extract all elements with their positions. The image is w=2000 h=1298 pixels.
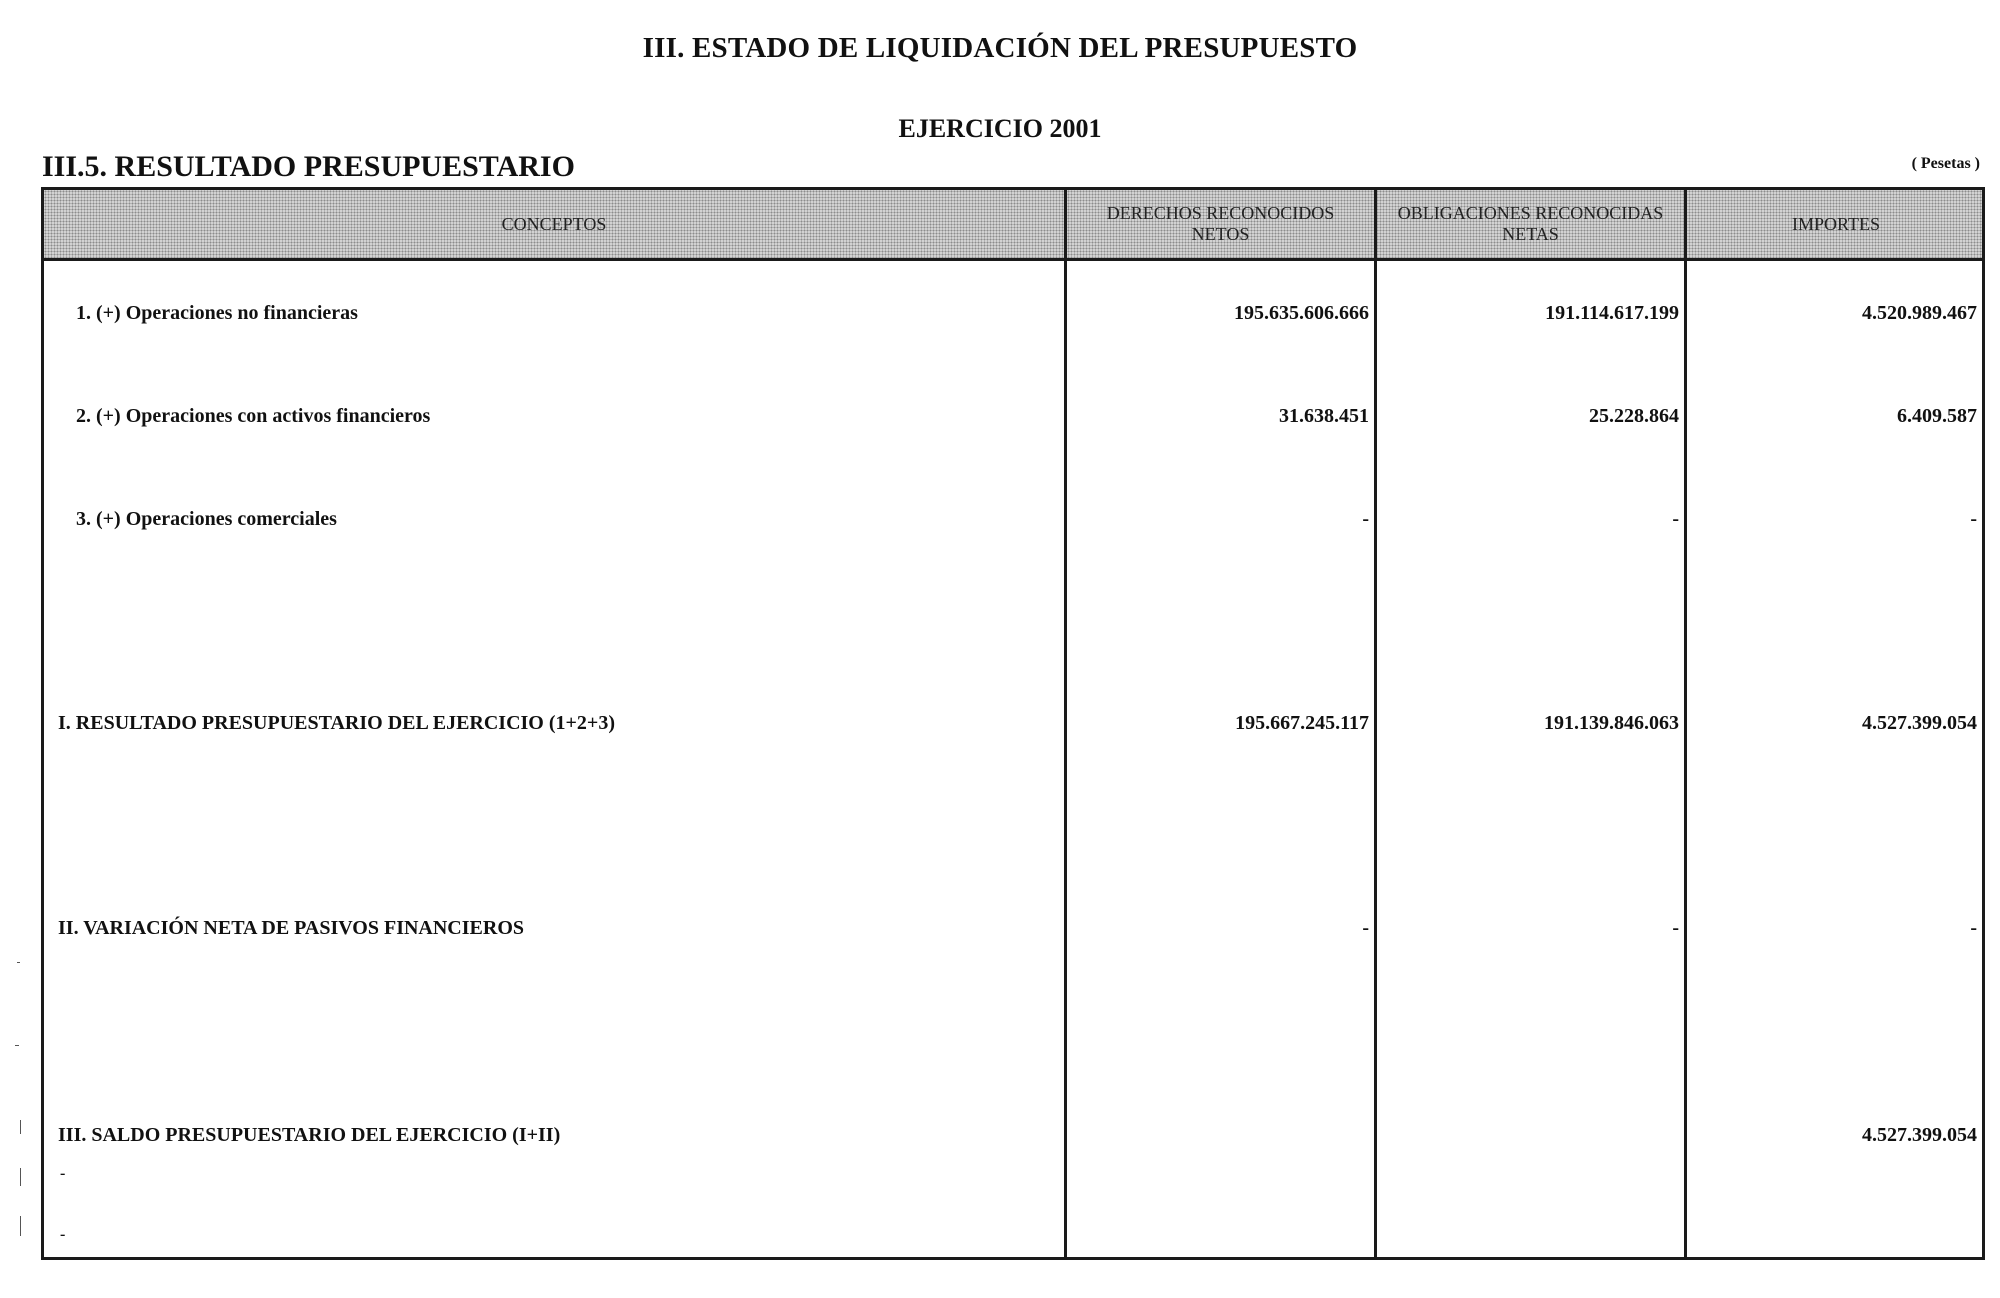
exercise-year: EJERCICIO 2001 bbox=[898, 114, 1102, 143]
header-obligations-line2: NETAS bbox=[1502, 224, 1559, 244]
row-concept: 3. (+) Operaciones comerciales bbox=[76, 507, 337, 530]
row-rights: - bbox=[1362, 916, 1369, 939]
row-rights: 31.638.451 bbox=[1279, 404, 1369, 427]
row-rights bbox=[1067, 1115, 1369, 1155]
row-amount: 4.527.399.054 bbox=[1862, 711, 1977, 734]
section-title: III.5. RESULTADO PRESUPUESTARIO bbox=[42, 150, 575, 183]
table-row bbox=[44, 908, 1982, 948]
footer-mark: - bbox=[60, 1165, 66, 1182]
row-obligations: - bbox=[1672, 916, 1679, 939]
scan-mark bbox=[20, 1216, 21, 1236]
table-row bbox=[44, 396, 1982, 436]
row-concept: 2. (+) Operaciones con activos financieros bbox=[76, 404, 431, 427]
footer-mark-row bbox=[44, 1159, 1982, 1189]
row-concept: II. VARIACIÓN NETA DE PASIVOS FINANCIEROS bbox=[58, 916, 524, 939]
row-obligations: 191.139.846.063 bbox=[1544, 711, 1679, 734]
header-rights-line2: NETOS bbox=[1191, 224, 1250, 244]
row-rights: - bbox=[1362, 507, 1369, 530]
row-amount: - bbox=[1970, 916, 1977, 939]
header-rights bbox=[1067, 190, 1374, 258]
footer-mark: - bbox=[60, 1226, 66, 1243]
header-concepts-label: CONCEPTOS bbox=[501, 213, 607, 234]
row-obligations: - bbox=[1672, 507, 1679, 530]
footer-mark-row bbox=[44, 1220, 1982, 1250]
table-row bbox=[44, 703, 1982, 743]
row-amount: - bbox=[1970, 507, 1977, 530]
table-row bbox=[44, 499, 1982, 539]
header-obligations bbox=[1377, 190, 1684, 258]
scan-mark bbox=[20, 1168, 21, 1186]
main-title: III. ESTADO DE LIQUIDACIÓN DEL PRESUPUESTO bbox=[642, 32, 1358, 64]
currency-note: ( Pesetas ) bbox=[1911, 155, 1980, 172]
row-concept: III. SALDO PRESUPUESTARIO DEL EJERCICIO (I+II) bbox=[58, 1123, 561, 1146]
header-amounts-label: IMPORTES bbox=[1792, 213, 1880, 234]
row-obligations: 191.114.617.199 bbox=[1545, 301, 1679, 324]
row-concept: 1. (+) Operaciones no financieras bbox=[76, 301, 358, 324]
row-obligations: 25.228.864 bbox=[1589, 404, 1679, 427]
row-amount: 4.520.989.467 bbox=[1862, 301, 1977, 324]
row-rights: 195.667.245.117 bbox=[1235, 711, 1369, 734]
header-amounts bbox=[1687, 190, 1985, 258]
scan-mark bbox=[17, 962, 20, 963]
header-concepts bbox=[44, 190, 1064, 258]
row-amount: 6.409.587 bbox=[1897, 404, 1977, 427]
row-concept: I. RESULTADO PRESUPUESTARIO DEL EJERCICIO (1+2+3) bbox=[58, 711, 615, 734]
table-header-row bbox=[44, 190, 1982, 261]
scan-mark bbox=[15, 1045, 19, 1046]
row-rights: 195.635.606.666 bbox=[1234, 301, 1369, 324]
table-row bbox=[44, 1115, 1982, 1155]
table-row bbox=[44, 293, 1982, 333]
budget-result-table bbox=[41, 187, 1985, 1260]
row-obligations bbox=[1377, 1115, 1679, 1155]
scan-mark bbox=[20, 1120, 21, 1134]
header-obligations-line1: OBLIGACIONES RECONOCIDAS bbox=[1397, 203, 1664, 223]
header-rights-line1: DERECHOS RECONOCIDOS bbox=[1106, 203, 1335, 223]
row-amount: 4.527.399.054 bbox=[1862, 1123, 1977, 1146]
